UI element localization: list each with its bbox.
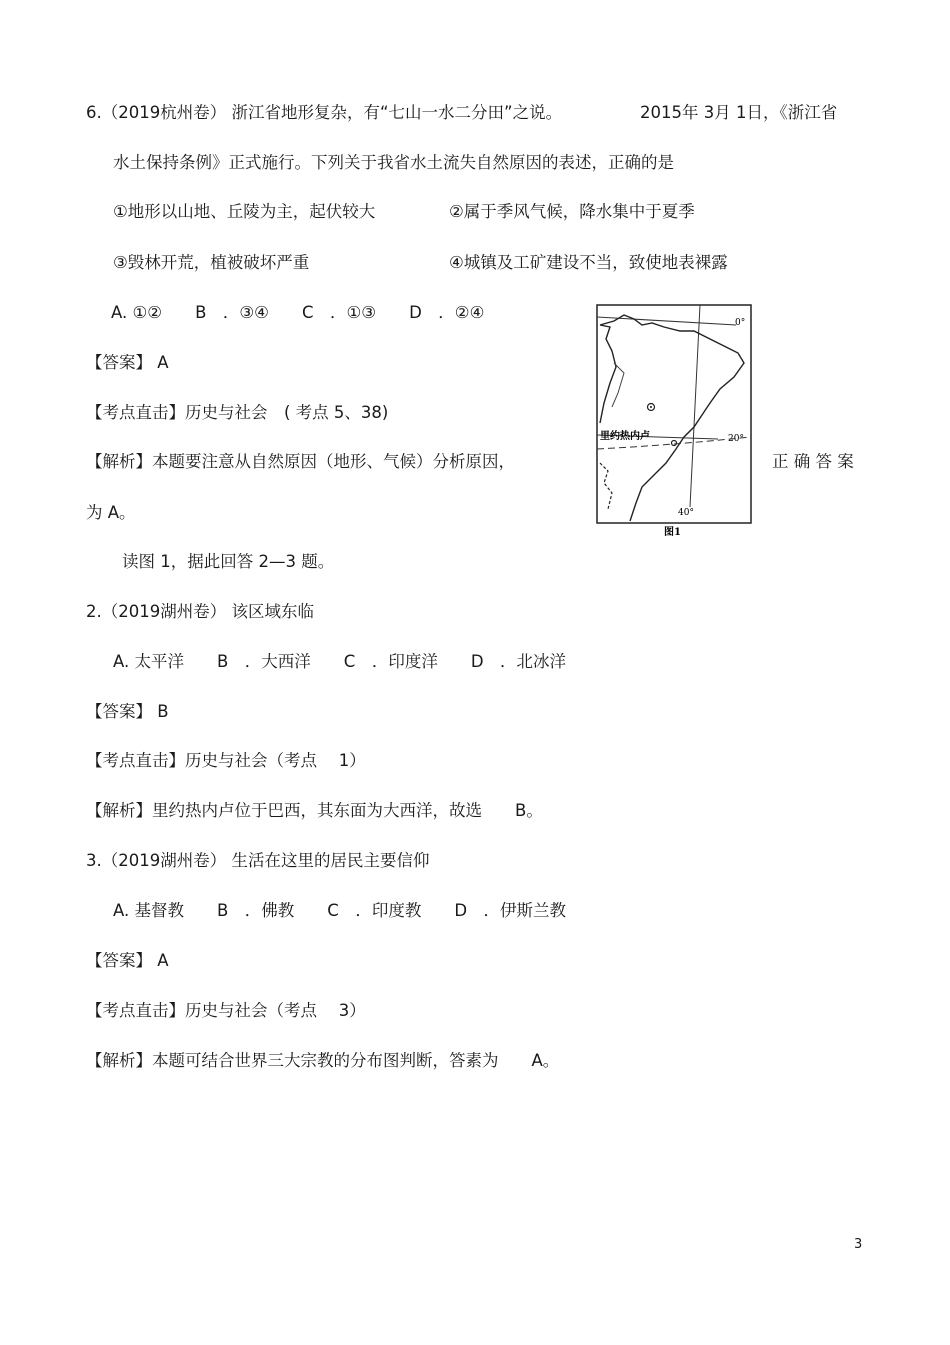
page-number: 3 bbox=[854, 1237, 863, 1252]
q6-stem-line2: 水土保持条例》正式施行。下列关于我省水土流失自然原因的表述，正确的是 bbox=[113, 153, 674, 172]
q3-analysis: 【解析】本题可结合世界三大宗教的分布图判断，答素为 A。 bbox=[86, 1051, 560, 1070]
q6-stem-line1-date: 2015年 3月 1日，《浙江省 bbox=[640, 103, 838, 122]
q6-analysis-end: 为 A。 bbox=[86, 503, 136, 522]
lon40-label: 40° bbox=[678, 508, 694, 518]
intro-line: 读图 1，据此回答 2—3 题。 bbox=[122, 552, 335, 571]
q2-answer: 【答案】 B bbox=[86, 702, 169, 721]
figure-caption: 图1 bbox=[664, 527, 681, 538]
q2-stem: 2.（2019湖州卷） 该区域东临 bbox=[86, 602, 314, 621]
q6-choices: A. ①② B ．③④ C ．①③ D ．②④ bbox=[111, 303, 485, 322]
city-label: 里约热内卢 bbox=[600, 431, 650, 442]
q6-option-2: ②属于季风气候，降水集中于夏季 bbox=[449, 202, 695, 221]
q6-option-3: ③毁林开荒，植被破坏严重 bbox=[113, 253, 310, 272]
q3-stem: 3.（2019湖州卷） 生活在这里的居民主要信仰 bbox=[86, 851, 430, 870]
q2-analysis: 【解析】里约热内卢位于巴西，其东面为大西洋，故选 B。 bbox=[86, 801, 543, 820]
q6-stem-line1: 6.（2019杭州卷） 浙江省地形复杂，有“七山一水二分田”之说。 bbox=[86, 103, 563, 122]
map-figure bbox=[594, 303, 754, 539]
map-frame bbox=[597, 305, 751, 523]
q3-exam-point: 【考点直击】历史与社会（考点 3） bbox=[86, 1001, 366, 1020]
q6-option-4: ④城镇及工矿建设不当，致使地表裸露 bbox=[449, 253, 728, 272]
q6-analysis-right: 正 确 答 案 bbox=[772, 452, 854, 471]
q2-choices: A. 太平洋 B ．大西洋 C ．印度洋 D ．北冰洋 bbox=[113, 652, 567, 671]
q3-answer: 【答案】 A bbox=[86, 951, 169, 970]
lat20-label: 20° bbox=[728, 434, 744, 444]
q6-option-1: ①地形以山地、丘陵为主，起伏较大 bbox=[113, 202, 376, 221]
q3-choices: A. 基督教 B ．佛教 C ．印度教 D ．伊斯兰教 bbox=[113, 901, 567, 920]
q6-exam-point: 【考点直击】历史与社会 ( 考点 5、38) bbox=[86, 403, 389, 422]
lon0-label: 0° bbox=[735, 318, 746, 328]
q2-exam-point: 【考点直击】历史与社会（考点 1） bbox=[86, 751, 366, 770]
q6-answer: 【答案】 A bbox=[86, 353, 169, 372]
q6-analysis: 【解析】本题要注意从自然原因（地形、气候）分析原因， bbox=[86, 452, 515, 471]
